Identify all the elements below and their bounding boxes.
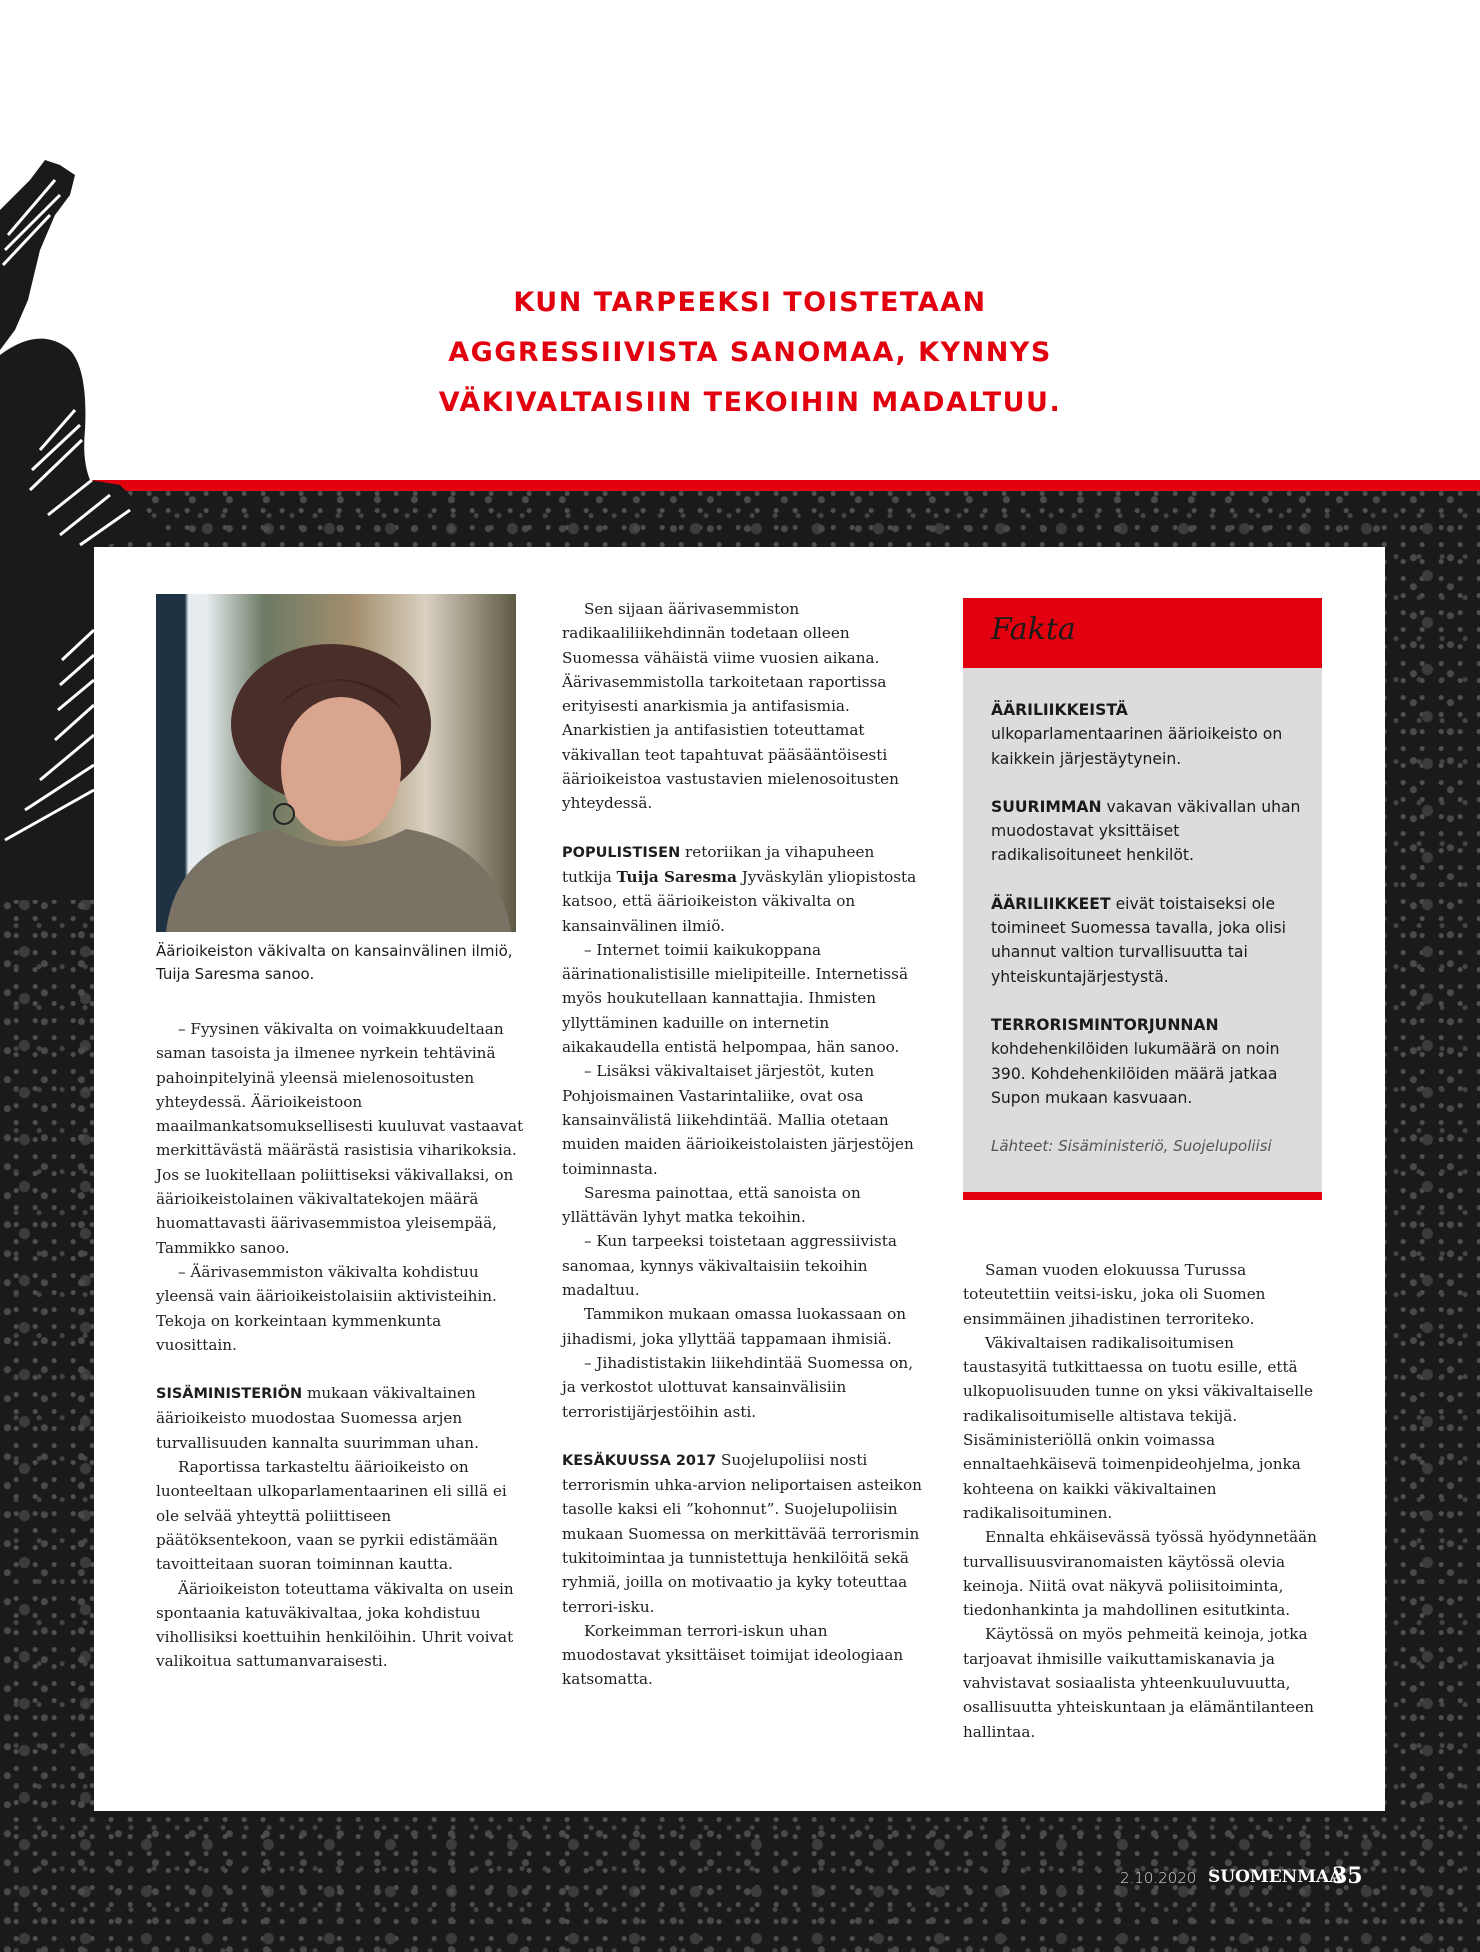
fact-box-body xyxy=(963,668,1322,1158)
paragraph-text: Jyväskylän yliopistosta katsoo, että äärioikeiston väkivalta on kansainvälinen ilmiö. xyxy=(562,867,917,935)
fact-item-text: kohdehenkilöiden lukumäärä on noin 390. Kohdehenkilöiden määrä jatkaa Supon mukaan kasvuaan. xyxy=(991,1040,1280,1107)
fact-item-lead: TERRORISMINTORJUNNAN xyxy=(991,1015,1219,1034)
person-name: Tuija Saresma xyxy=(616,867,737,886)
fact-item xyxy=(991,892,1302,989)
fact-box-title: Fakta xyxy=(991,612,1076,647)
paragraph xyxy=(562,1448,928,1619)
fact-item xyxy=(991,795,1302,868)
paragraph: Äärioikeiston toteuttama väkivalta on usein spontaania katuväkivaltaa, joka kohdistuu vihollisiksi koettuihin henkilöihin. Uhrit voivat valikoitua sattumanvaraisesti. xyxy=(156,1579,514,1671)
paragraph-text: retoriikan ja vihapuheen tutkija xyxy=(562,842,875,886)
paragraph: – Äärivasemmiston väkivalta kohdistuu yleensä vain äärioikeistolaisiin aktivisteihin. Tekoja on korkeintaan kymmenkunta vuosittain. xyxy=(156,1262,497,1354)
paragraph: – Internet toimii kaikukoppana äärinationalistisille mielipiteille. Internetissä myös houkutellaan kannattajia. Ihmisten yllyttäminen kaduille on internetin aikakaudella entistä helpompaa, hän sanoo. xyxy=(562,940,909,1057)
paragraph: Käytössä on myös pehmeitä keinoja, jotka tarjoavat ihmisille vaikuttamiskanavia ja vahvistavat sosiaalista yhteenkuuluvuutta, osallisuutta yhteiskuntaan ja elämäntilanteen hallintaa. xyxy=(963,1625,1314,1741)
fact-box xyxy=(963,598,1322,1200)
portrait-photo xyxy=(156,594,516,932)
magazine-name: SUOMENMAA xyxy=(1208,1867,1343,1887)
fact-item-lead: ÄÄRILIIKKEISTÄ xyxy=(991,701,1128,719)
page-number: 35 xyxy=(1332,1863,1363,1889)
red-divider-line xyxy=(74,480,1480,491)
pull-quote xyxy=(420,278,1080,428)
fact-box-sources: Lähteet: Sisäministeriö, Suojelupoliisi xyxy=(991,1137,1272,1156)
fact-box-bottom-bar xyxy=(963,1192,1322,1200)
paragraph: – Jihadististakin liikehdintää Suomessa on, ja verkostot ulottuvat kansainvälisiin terroristijärjestöihin asti. xyxy=(562,1353,914,1421)
fact-item xyxy=(991,698,1302,771)
fact-item-text: eivät toistaiseksi ole toimineet Suomessa tavalla, joka olisi uhannut valtion turvallisuutta tai yhteiskuntajärjestystä. xyxy=(991,894,1286,986)
fact-item xyxy=(991,1013,1302,1110)
pull-quote-line: AGGRESSIIVISTA SANOMAA, KYNNYS xyxy=(448,337,1052,368)
paragraph-lead: POPULISTISEN xyxy=(562,844,681,861)
paragraph: – Fyysinen väkivalta on voimakkuudeltaan saman tasoista ja ilmenee nyrkein tehtävinä pahoinpitelyinä yleensä mielenosoitusten yhteydessä. Äärioikeistoon maailmankatsomuksellisesti kuuluvat vastaavat merkittävästä määrästä rasistisia viharikoksia. Jos se luokitellaan poliittiseksi väkivallaksi, on äärioikeistolainen väkivaltatekojen määrä huomattavasti äärivasemmistoa yleisempää, Tammikko sanoo. xyxy=(156,1020,524,1257)
paragraph: Korkeimman terrori-iskun uhan muodostavat yksittäiset toimijat ideologiaan katsomatta. xyxy=(562,1621,904,1689)
article-column-1 xyxy=(156,1017,524,1674)
paragraph: Raportissa tarkasteltu äärioikeisto on luonteeltaan ulkoparlamentaarinen eli sillä ei ole selvää yhteyttä poliittiseen päätöksentekoon, vaan se pyrkii edistämään tavoitteitaan suoran toiminnan kautta. xyxy=(156,1458,507,1574)
paragraph: Saresma painottaa, että sanoista on yllättävän lyhyt matka tekoihin. xyxy=(562,1183,861,1227)
article-column-2 xyxy=(562,597,928,1692)
fact-item-lead: ÄÄRILIIKKEET xyxy=(991,894,1111,913)
pull-quote-line: VÄKIVALTAISIIN TEKOIHIN MADALTUU. xyxy=(438,387,1062,418)
paragraph: Ennalta ehkäisevässä työssä hyödynnetään turvallisuusviranomaisten käytössä olevia keinoja. Niitä ovat näkyvä poliisitoiminta, tiedonhankinta ja mahdollinen esitutkinta. xyxy=(963,1528,1317,1620)
pull-quote-line: KUN TARPEEKSI TOISTETAAN xyxy=(513,287,987,318)
paragraph: Tammikon mukaan omassa luokassaan on jihadismi, joka yllyttää tappamaan ihmisiä. xyxy=(562,1305,907,1348)
paragraph xyxy=(156,1381,524,1455)
paragraph: Väkivaltaisen radikalisoitumisen taustasyitä tutkittaessa on tuotu esille, että ulkopuolisuuden tunne on yksi väkivaltaiselle radikalisoitumiselle altistava tekijä. Sisäministeriöllä onkin voimassa ennaltaehkäisevä toimenpideohjelma, jonka kohteena on kaikki väkivaltainen radikalisoituminen. xyxy=(963,1333,1313,1522)
issue-date: 2.10.2020 xyxy=(1120,1869,1197,1887)
paragraph-text: mukaan väkivaltainen äärioikeisto muodostaa Suomessa arjen turvallisuuden kannalta suurimman uhan. xyxy=(156,1384,479,1452)
paragraph: Sen sijaan äärivasemmiston radikaaliliikehdinnän todetaan olleen Suomessa vähäistä viime vuosien aikana. Äärivasemmistolla tarkoitetaan raportissa erityisesti anarkismia ja antifasismia. Anarkistien ja antifasistien toteuttamat väkivallan teot tapahtuvat pääsääntöisesti äärioikeistoa vastustavien mielenosoitusten yhteydessä. xyxy=(562,600,899,813)
paragraph: Saman vuoden elokuussa Turussa toteutettiin veitsi-isku, joka oli Suomen ensimmäinen jihadistinen terroriteko. xyxy=(963,1261,1266,1328)
paragraph xyxy=(562,840,928,938)
page-footer xyxy=(1100,1862,1370,1892)
photo-caption: Äärioikeiston väkivalta on kansainvälinen ilmiö, Tuija Saresma sanoo. xyxy=(156,942,513,983)
fact-box-header xyxy=(963,598,1322,668)
paragraph-lead: KESÄKUUSSA 2017 xyxy=(562,1452,717,1469)
article-column-3 xyxy=(963,1258,1323,1744)
fact-item-lead: SUURIMMAN xyxy=(991,797,1102,816)
paragraph: – Kun tarpeeksi toistetaan aggressiivista sanomaa, kynnys väkivaltaisiin tekoihin madaltuu. xyxy=(562,1232,897,1300)
paragraph-text: Suojelupoliisi nosti terrorismin uhka-arvion neliportaisen asteikon tasolle kaksi eli ”kohonnut”. Suojelupoliisin mukaan Suomessa on merkittävää terrorismin tukitoimintaa ja tunnistettuja henkilöitä sekä ryhmiä, joilla on motivaatio ja kyky toteuttaa terrori-isku. xyxy=(562,1450,922,1616)
paragraph-lead: SISÄMINISTERIÖN xyxy=(156,1386,303,1403)
paragraph: – Lisäksi väkivaltaiset järjestöt, kuten Pohjoismainen Vastarintaliike, ovat osa kansainvälistä liikehdintää. Mallia otetaan muiden maiden äärioikeistolaisten järjestöjen toiminnasta. xyxy=(562,1062,914,1178)
fact-item-text: ulkoparlamentaarinen äärioikeisto on kaikkein järjestäytynein. xyxy=(991,725,1283,768)
fact-item-text: vakavan väkivallan uhan muodostavat yksittäiset radikalisoituneet henkilöt. xyxy=(991,797,1301,865)
